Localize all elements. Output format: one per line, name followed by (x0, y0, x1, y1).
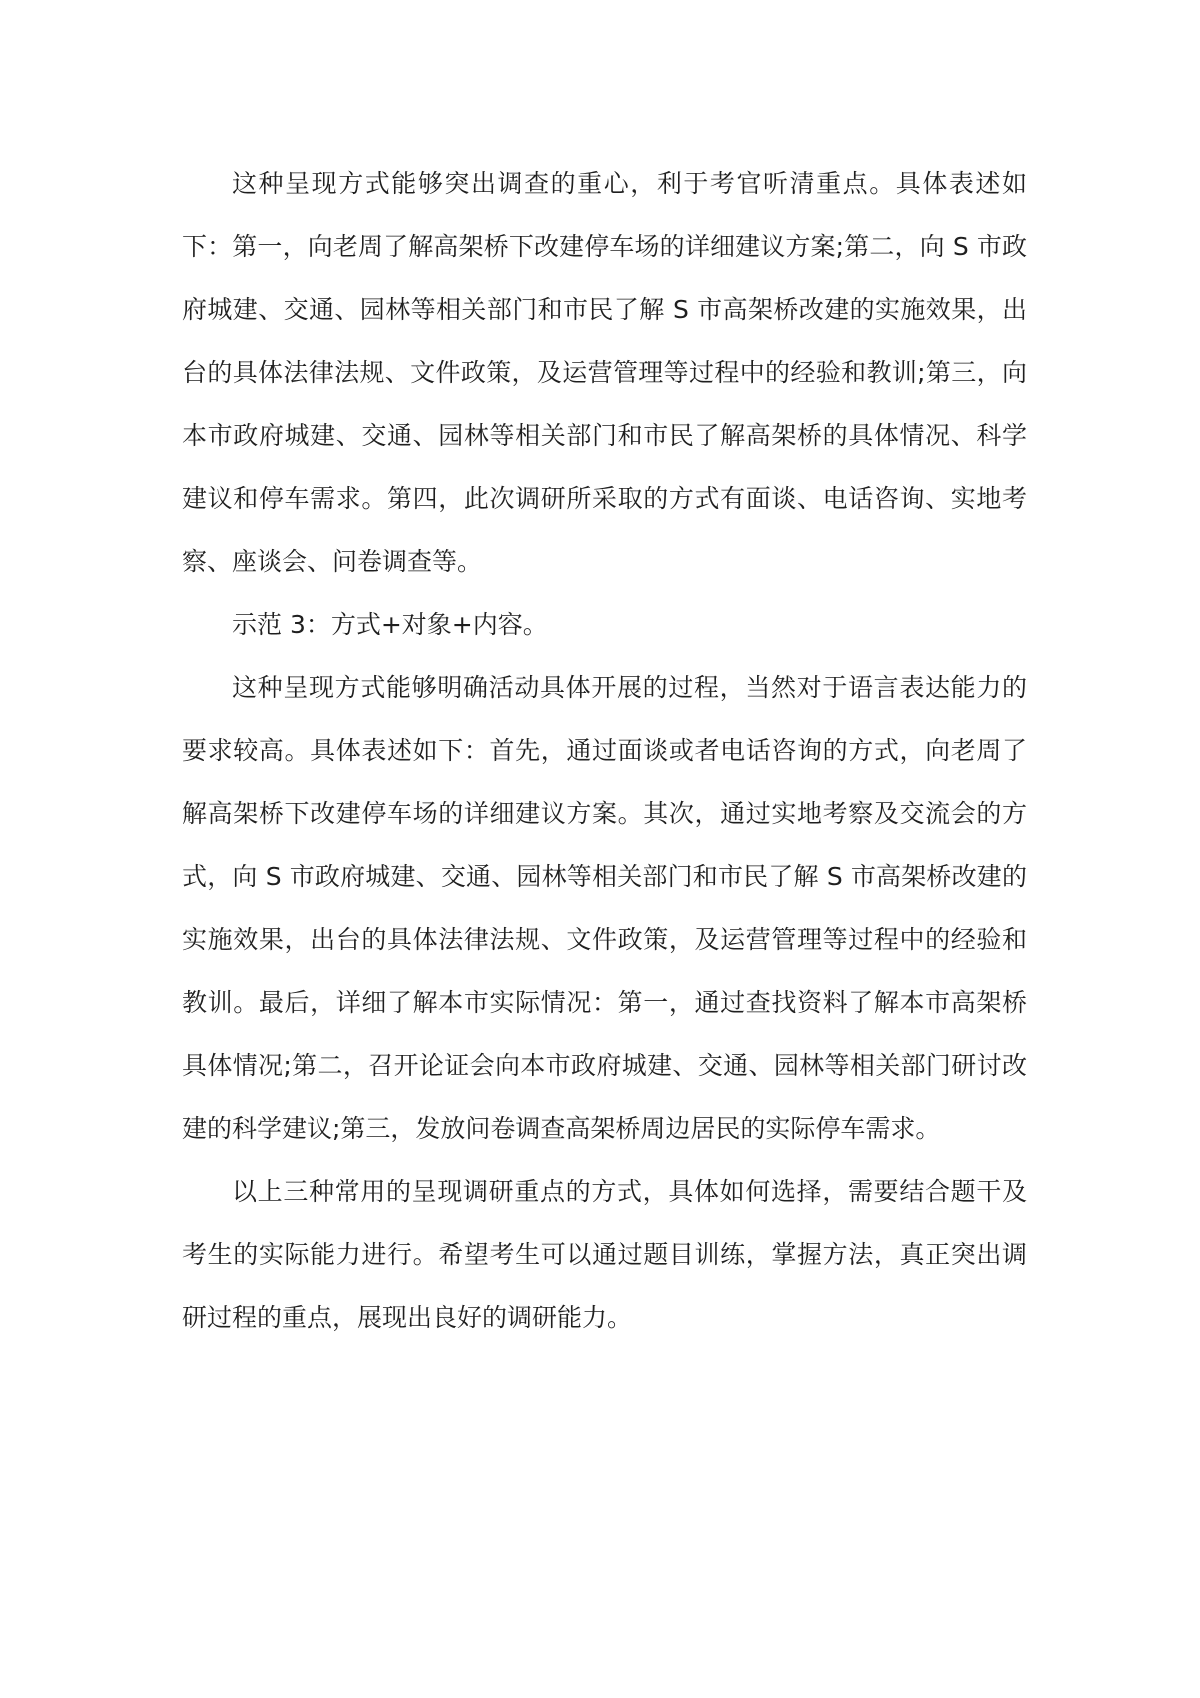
document-page (182, 152, 1027, 1349)
paragraph-example-3-heading: 示范 3：方式+对象+内容。 (232, 610, 548, 639)
paragraph-method-2-detail: 这种呈现方式能够突出调查的重心，利于考官听清重点。具体表述如下：第一，向老周了解高架桥下改建停车场的详细建议方案;第二，向 S 市政府城建、交通、园林等相关部门和市民了解 S 市高架桥改建的实施效果，出台的具体法律法规、文件政策，及运营管理等过程中的经验和教训;第三，向本市政府城建、交通、园林等相关部门和市民了解高架桥的具体情况、科学建议和停车需求。第四，此次调研所采取的方式有面谈、电话咨询、实地考察、座谈会、问卷调查等。 (182, 169, 1027, 576)
paragraph-example-3-detail: 这种呈现方式能够明确活动具体开展的过程，当然对于语言表达能力的要求较高。具体表述如下：首先，通过面谈或者电话咨询的方式，向老周了解高架桥下改建停车场的详细建议方案。其次，通过实地考察及交流会的方式，向 S 市政府城建、交通、园林等相关部门和市民了解 S 市高架桥改建的实施效果，出台的具体法律法规、文件政策，及运营管理等过程中的经验和教训。最后，详细了解本市实际情况：第一，通过查找资料了解本市高架桥具体情况;第二，召开论证会向本市政府城建、交通、园林等相关部门研讨改建的科学建议;第三，发放问卷调查高架桥周边居民的实际停车需求。 (182, 673, 1027, 1143)
paragraph-summary: 以上三种常用的呈现调研重点的方式，具体如何选择，需要结合题干及考生的实际能力进行。希望考生可以通过题目训练，掌握方法，真正突出调研过程的重点，展现出良好的调研能力。 (182, 1177, 1027, 1332)
